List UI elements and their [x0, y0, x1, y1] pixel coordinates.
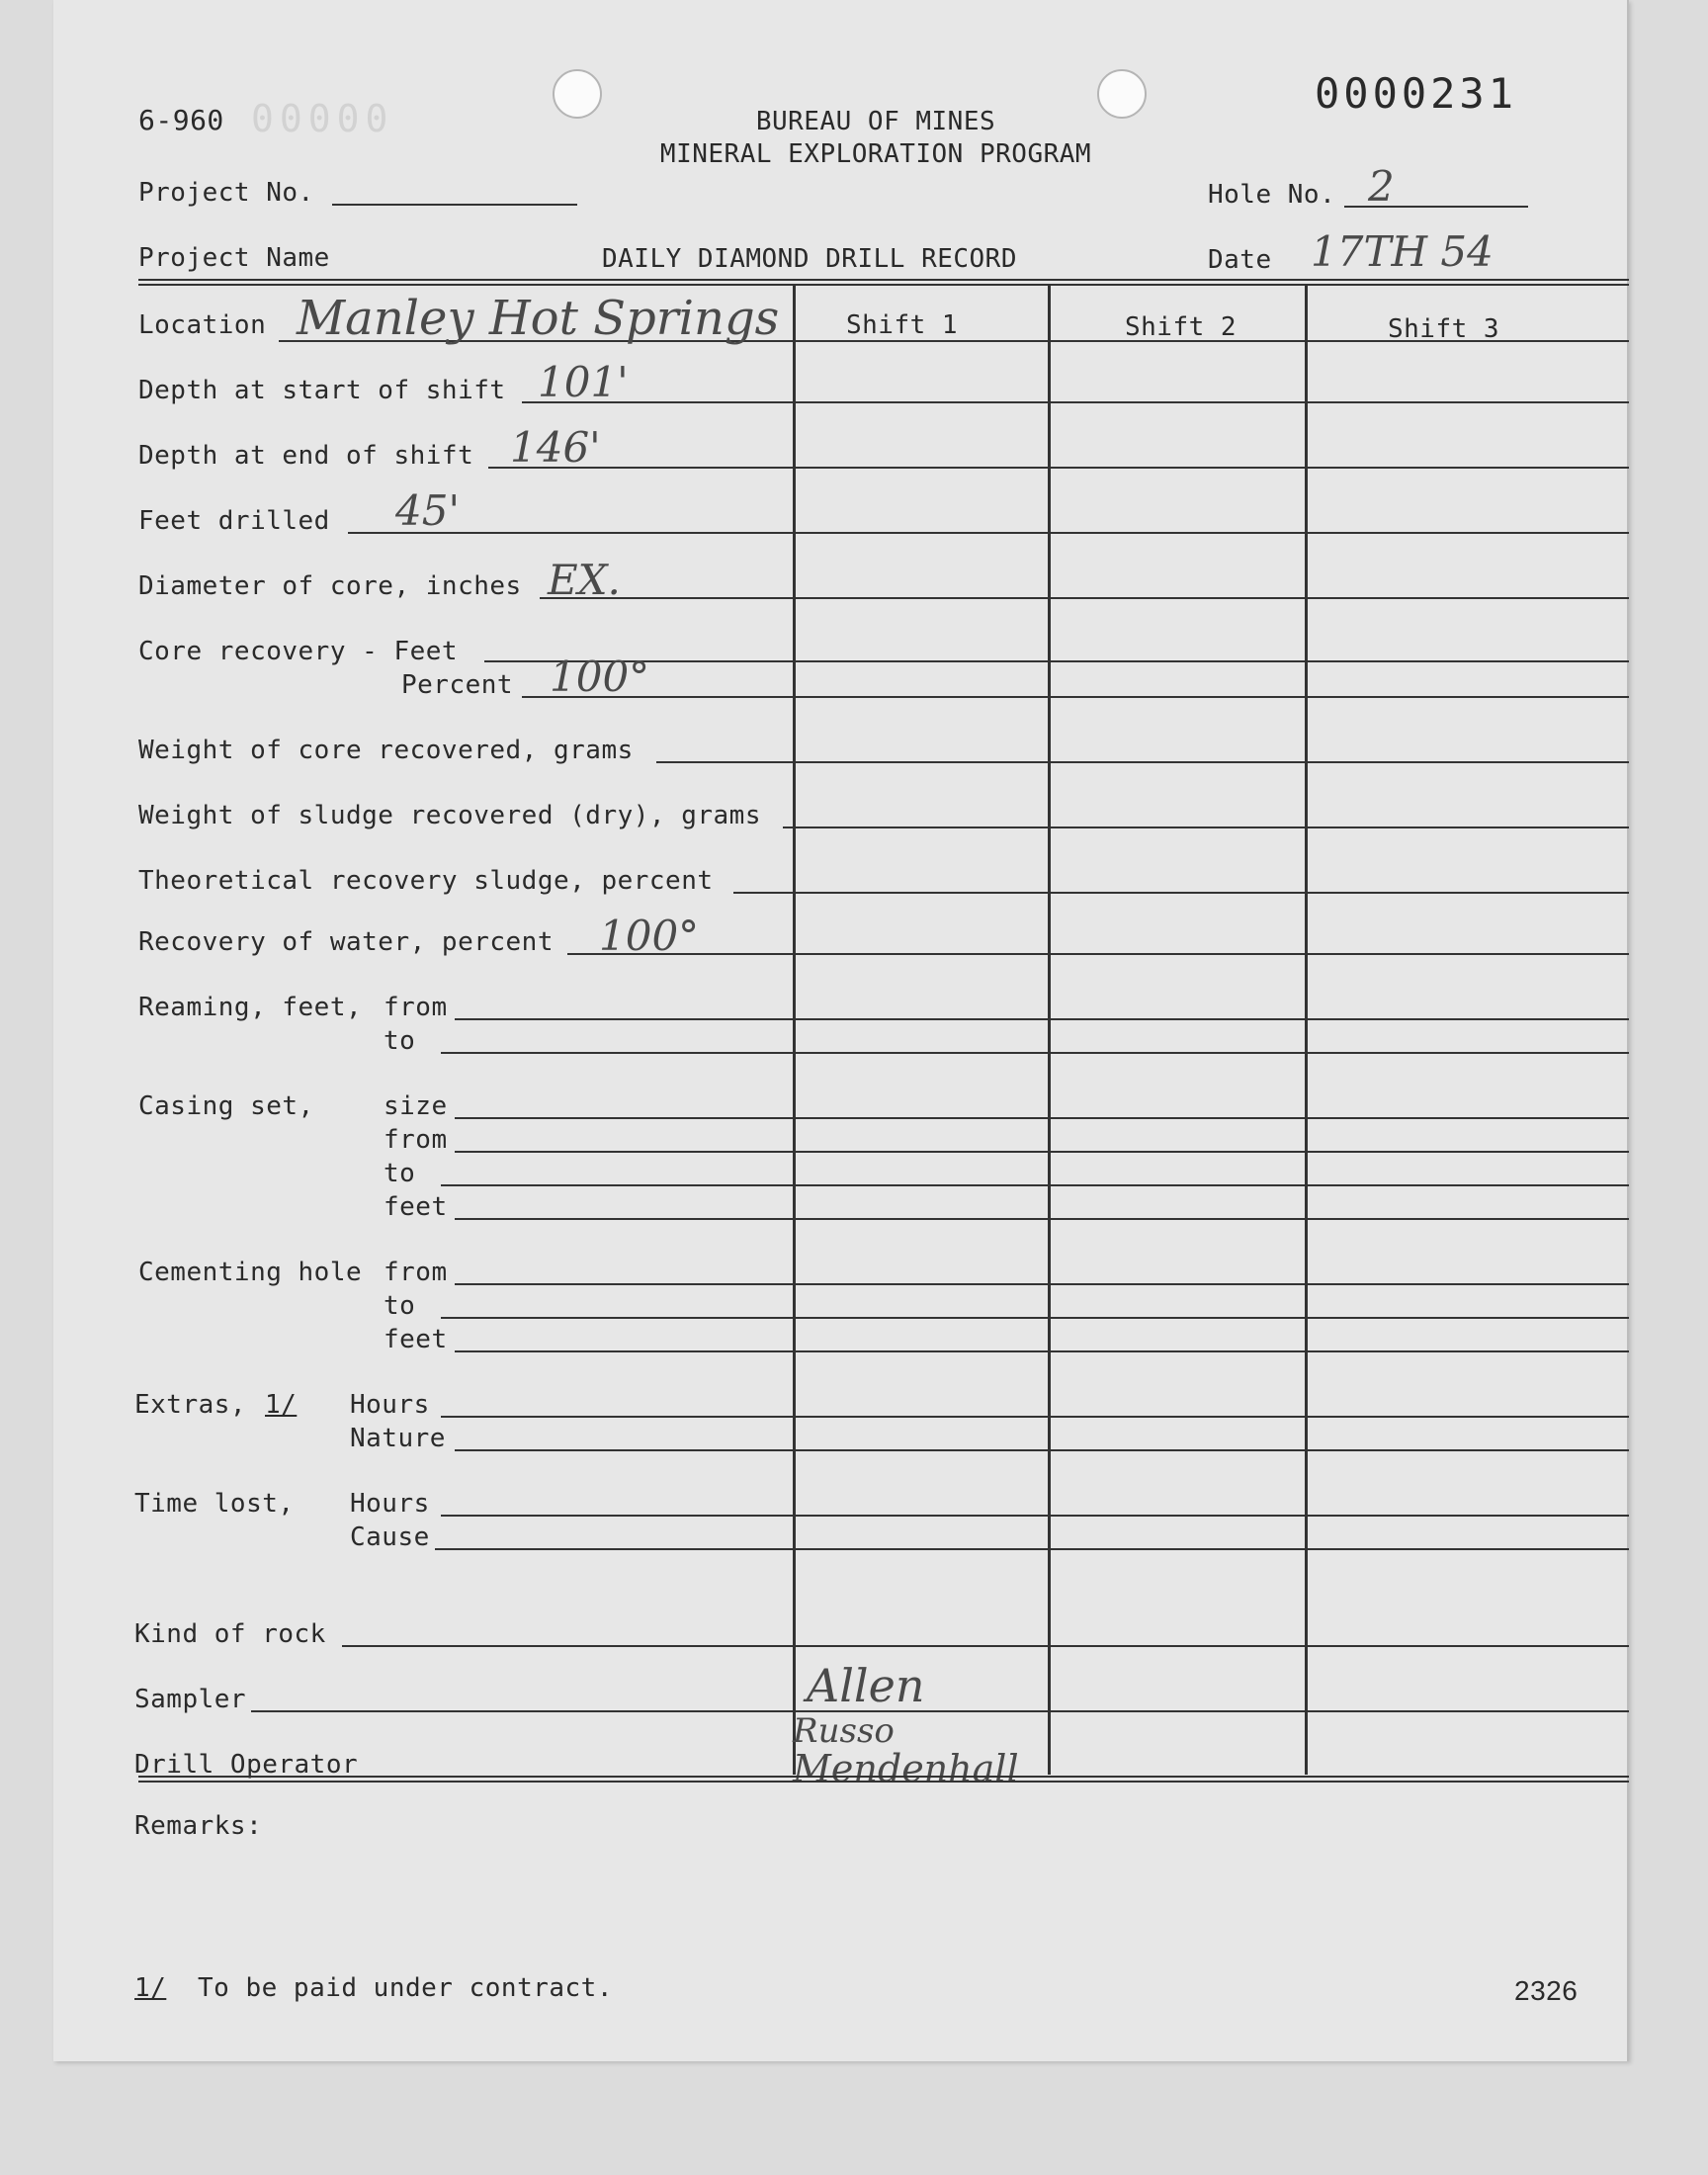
- faint-stamp: 00000: [251, 97, 394, 140]
- feet-drilled-label: Feet drilled: [138, 506, 330, 536]
- casing-to-line: [441, 1184, 1629, 1186]
- theoretical-sludge-label: Theoretical recovery sludge, percent: [138, 866, 714, 896]
- time-lost-cause-label: Cause: [350, 1522, 430, 1552]
- core-recovery-percent-label: Percent: [401, 670, 514, 700]
- shift2-divider: [1048, 284, 1051, 1775]
- core-recovery-percent-value: 100°: [550, 652, 650, 701]
- casing-size-label: size: [384, 1091, 448, 1121]
- core-diameter-label: Diameter of core, inches: [138, 571, 522, 601]
- date-value: 17TH 54: [1311, 227, 1494, 276]
- punch-hole-left: [553, 69, 602, 119]
- bottom-rule-2: [138, 1781, 1629, 1783]
- reaming-from-line: [455, 1018, 1629, 1020]
- bottom-rule-1: [138, 1776, 1629, 1778]
- form-sheet: [53, 0, 1629, 2061]
- extras-footnote-marker: 1/: [265, 1390, 298, 1420]
- reaming-to-label: to: [384, 1026, 416, 1056]
- shift2-header: Shift 2: [1125, 312, 1238, 342]
- cementing-to-line: [441, 1317, 1629, 1319]
- top-rule-1: [138, 279, 1629, 281]
- kind-of-rock-label: Kind of rock: [134, 1619, 326, 1649]
- cementing-feet-line: [455, 1350, 1629, 1352]
- reaming-from-label: from: [384, 993, 448, 1022]
- core-weight-label: Weight of core recovered, grams: [138, 736, 634, 765]
- time-lost-label: Time lost,: [134, 1489, 295, 1519]
- kind-of-rock-line: [342, 1645, 1629, 1647]
- reaming-to-line: [441, 1052, 1629, 1054]
- feet-drilled-line: [348, 532, 1629, 534]
- water-recovery-value: 100°: [599, 912, 700, 960]
- depth-start-label: Depth at start of shift: [138, 376, 506, 405]
- core-recovery-percent-line: [522, 696, 1629, 698]
- sludge-weight-line: [783, 826, 1629, 828]
- casing-from-label: from: [384, 1125, 448, 1155]
- reaming-label: Reaming, feet,: [138, 993, 363, 1022]
- drill-operator-value-1: Russo: [793, 1711, 895, 1751]
- time-lost-hours-line: [441, 1515, 1629, 1517]
- cementing-from-line: [455, 1283, 1629, 1285]
- punch-hole-right: [1097, 69, 1147, 119]
- sludge-weight-label: Weight of sludge recovered (dry), grams: [138, 801, 761, 830]
- drill-operator-label: Drill Operator: [134, 1750, 359, 1780]
- depth-end-label: Depth at end of shift: [138, 441, 474, 471]
- time-lost-hours-label: Hours: [350, 1489, 430, 1519]
- casing-feet-line: [455, 1218, 1629, 1220]
- depth-start-value: 101': [538, 358, 629, 406]
- water-recovery-line: [567, 953, 1629, 955]
- document-number: 0000231: [1315, 69, 1518, 118]
- cementing-to-label: to: [384, 1291, 416, 1321]
- location-value: Manley Hot Springs: [297, 291, 780, 346]
- extras-hours-line: [441, 1416, 1629, 1418]
- casing-feet-label: feet: [384, 1192, 448, 1222]
- feet-drilled-value: 45': [395, 486, 460, 535]
- time-lost-cause-line: [435, 1548, 1629, 1550]
- shift3-header: Shift 3: [1388, 314, 1500, 344]
- top-rule-2: [138, 284, 1629, 286]
- extras-label: Extras,: [134, 1390, 247, 1420]
- date-label: Date: [1208, 245, 1272, 275]
- extras-nature-line: [455, 1449, 1629, 1451]
- form-number: 6-960: [138, 104, 224, 136]
- core-diameter-value: EX.: [548, 556, 621, 604]
- sampler-line: [251, 1710, 1629, 1712]
- extras-nature-label: Nature: [350, 1424, 446, 1453]
- drill-operator-value-2: Mendenhall: [793, 1747, 1019, 1790]
- depth-start-line: [522, 401, 1629, 403]
- org-name: BUREAU OF MINES: [755, 107, 996, 136]
- depth-end-line: [488, 467, 1629, 469]
- casing-from-line: [455, 1151, 1629, 1153]
- cementing-label: Cementing hole: [138, 1258, 363, 1287]
- program-name: MINERAL EXPLORATION PROGRAM: [659, 139, 1092, 169]
- core-diameter-line: [540, 597, 1629, 599]
- hole-no-value: 2: [1368, 162, 1395, 211]
- core-recovery-feet-line: [484, 660, 1629, 662]
- form-title: DAILY DIAMOND DRILL RECORD: [602, 244, 1017, 274]
- remarks-label: Remarks:: [134, 1811, 263, 1841]
- cementing-feet-label: feet: [384, 1325, 448, 1354]
- location-label: Location: [138, 310, 267, 340]
- core-recovery-feet-label: Core recovery - Feet: [138, 637, 459, 666]
- water-recovery-label: Recovery of water, percent: [138, 927, 554, 957]
- footnote-marker: 1/: [134, 1973, 167, 2003]
- project-no-line: [332, 204, 577, 206]
- shift3-divider: [1305, 284, 1308, 1775]
- sampler-value: Allen: [807, 1659, 925, 1712]
- shift1-header: Shift 1: [846, 310, 959, 340]
- cementing-from-label: from: [384, 1258, 448, 1287]
- footnote-text: To be paid under contract.: [198, 1973, 613, 2003]
- page-number: 2326: [1514, 1975, 1579, 2006]
- depth-end-value: 146': [510, 423, 601, 472]
- hole-no-label: Hole No.: [1208, 180, 1336, 210]
- theoretical-sludge-line: [733, 892, 1629, 894]
- extras-hours-label: Hours: [350, 1390, 430, 1420]
- project-no-label: Project No.: [138, 178, 314, 208]
- project-name-label: Project Name: [138, 243, 330, 273]
- casing-to-label: to: [384, 1159, 416, 1188]
- sampler-label: Sampler: [134, 1685, 247, 1714]
- casing-label: Casing set,: [138, 1091, 314, 1121]
- casing-size-line: [455, 1117, 1629, 1119]
- core-weight-line: [656, 761, 1629, 763]
- shift1-divider: [793, 284, 796, 1775]
